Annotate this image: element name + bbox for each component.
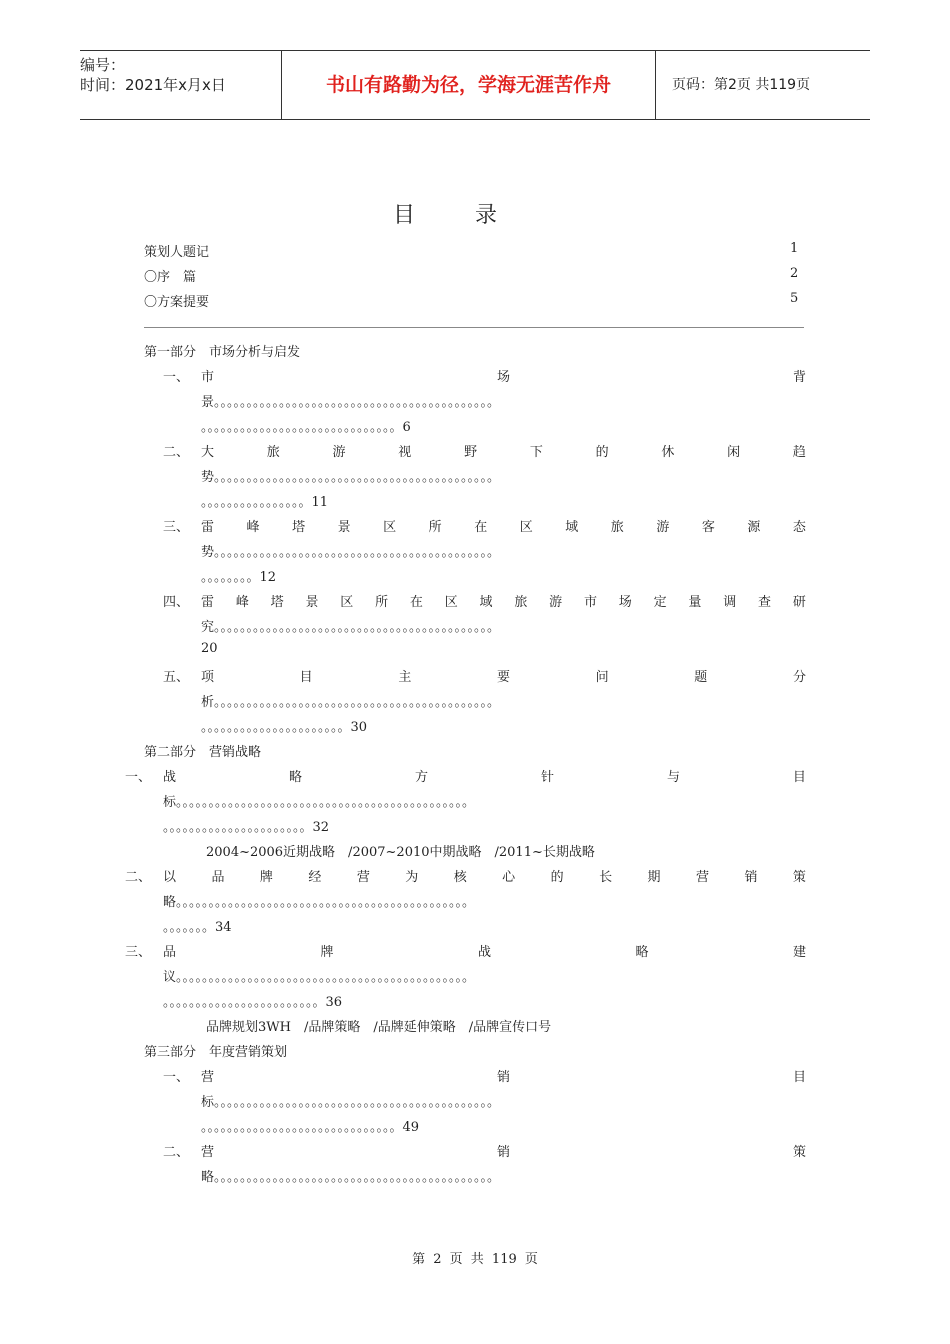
title-char: 心 (502, 870, 516, 885)
title-char: 为 (405, 870, 419, 885)
toc-item-leader: 析。。。。。。。。。。。。。。。。。。。。。。。。。。。。。。。。。。。。。。。。。。。 (201, 695, 501, 710)
toc-item-number: 二、 (163, 445, 190, 460)
title-char: 在 (409, 595, 423, 610)
title-char: 分 (792, 670, 806, 685)
title-char: 闲 (727, 445, 741, 460)
toc-item-leader-page: 。。。。。。。。。。。。。。。。11 (201, 495, 329, 510)
toc-item-title (201, 1141, 806, 1160)
toc-item-subtopics: 品牌规划3WH /品牌策略 /品牌延伸策略 /品牌宣传口号 (206, 1020, 552, 1035)
toc-title: 目录 (392, 203, 557, 228)
title-char: 目 (299, 670, 313, 685)
title-char: 峰 (246, 520, 260, 535)
title-char: 游 (656, 520, 670, 535)
title-char: 景 (337, 520, 351, 535)
toc-item-leader-page: 。。。。。。。。。。。。。。。。。。。。。。。。36 (163, 995, 343, 1010)
doc-time-label: 时间：2021年x月x日 (80, 76, 226, 94)
divider (144, 327, 804, 328)
title-char: 游 (332, 445, 346, 460)
toc-item-subtopics: 2004~2006近期战略 /2007~2010中期战略 /2011~长期战略 (206, 845, 595, 860)
title-char: 以 (163, 870, 177, 885)
toc-item-leader: 议。。。。。。。。。。。。。。。。。。。。。。。。。。。。。。。。。。。。。。。。。。。。。 (163, 970, 476, 985)
title-char: 牌 (320, 945, 334, 960)
title-char: 题 (694, 670, 708, 685)
title-char: 源 (747, 520, 761, 535)
page-footer: 第 2 页 共 119 页 (412, 1252, 538, 1267)
title-char: 方 (414, 770, 428, 785)
toc-entry-page: 1 (790, 241, 799, 256)
title-char: 战 (477, 945, 491, 960)
title-char: 在 (474, 520, 488, 535)
toc-item-leader: 势。。。。。。。。。。。。。。。。。。。。。。。。。。。。。。。。。。。。。。。。。。。 (201, 470, 501, 485)
title-char: 大 (201, 445, 215, 460)
title-char: 的 (550, 870, 564, 885)
title-char: 塔 (292, 520, 306, 535)
toc-item-title (163, 766, 806, 785)
title-char: 目 (792, 1070, 806, 1085)
title-char: 策 (792, 1145, 806, 1160)
title-char: 目 (792, 770, 806, 785)
title-char: 野 (464, 445, 478, 460)
toc-item-leader: 略。。。。。。。。。。。。。。。。。。。。。。。。。。。。。。。。。。。。。。。。。。。。。 (163, 895, 476, 910)
title-char: 雷 (201, 595, 215, 610)
header-motto: 书山有路勤为径，学海无涯苦作舟 (281, 51, 656, 119)
title-char: 市 (583, 595, 597, 610)
title-char: 休 (661, 445, 675, 460)
title-char: 营 (201, 1145, 215, 1160)
part-heading: 第三部分 年度营销策划 (144, 1045, 288, 1060)
title-char: 品 (163, 945, 177, 960)
header-page-label: 页码：第2页 共119页 (672, 77, 811, 93)
title-char: 视 (398, 445, 412, 460)
title-char: 下 (529, 445, 543, 460)
title-char: 建 (792, 945, 806, 960)
doc-code-label: 编号： (80, 56, 126, 74)
title-char: 期 (647, 870, 661, 885)
title-char: 调 (723, 595, 737, 610)
toc-item-title (201, 1066, 806, 1085)
title-char: 战 (163, 770, 177, 785)
toc-item-leader: 究。。。。。。。。。。。。。。。。。。。。。。。。。。。。。。。。。。。。。。。。。。。 (201, 620, 501, 635)
title-char: 营 (695, 870, 709, 885)
title-char: 长 (599, 870, 613, 885)
title-char: 要 (496, 670, 510, 685)
title-char: 趋 (792, 445, 806, 460)
toc-item-leader-page: 。。。。。。。。12 (201, 570, 277, 585)
toc-item-title (201, 516, 806, 535)
toc-item-title (201, 366, 806, 385)
title-char: 游 (549, 595, 563, 610)
toc-entry-page: 2 (790, 266, 799, 281)
toc-item-title (201, 666, 806, 685)
title-char: 景 (305, 595, 319, 610)
title-char: 查 (758, 595, 772, 610)
toc-entry-label: 〇序 篇 (144, 270, 197, 285)
toc-item-number: 五、 (163, 670, 190, 685)
toc-item-leader: 略。。。。。。。。。。。。。。。。。。。。。。。。。。。。。。。。。。。。。。。。。。。 (201, 1170, 501, 1185)
title-char: 主 (398, 670, 412, 685)
toc-item-leader-page: 。。。。。。。。。。。。。。。。。。。。。。。。。。。。。。49 (201, 1120, 420, 1135)
title-char: 区 (383, 520, 397, 535)
toc-item-leader-page: 。。。。。。。34 (163, 920, 232, 935)
toc-item-title (163, 941, 806, 960)
toc-item-number: 一、 (125, 770, 152, 785)
toc-item-title (201, 591, 806, 610)
title-char: 与 (666, 770, 680, 785)
title-char: 营 (201, 1070, 215, 1085)
title-char: 区 (519, 520, 533, 535)
title-char: 区 (340, 595, 354, 610)
title-char: 市 (201, 370, 215, 385)
toc-item-title (163, 866, 806, 885)
page-header (80, 50, 870, 120)
title-char: 定 (653, 595, 667, 610)
title-char: 销 (496, 1145, 510, 1160)
toc-item-title (201, 441, 806, 460)
title-char: 略 (635, 945, 649, 960)
title-char: 量 (688, 595, 702, 610)
title-char: 牌 (259, 870, 273, 885)
toc-item-number: 一、 (163, 370, 190, 385)
title-char: 背 (792, 370, 806, 385)
title-char: 问 (595, 670, 609, 685)
toc-item-number: 三、 (125, 945, 152, 960)
title-char: 的 (595, 445, 609, 460)
title-char: 研 (792, 595, 806, 610)
toc-item-number: 一、 (163, 1070, 190, 1085)
title-char: 客 (701, 520, 715, 535)
toc-item-leader-page: 。。。。。。。。。。。。。。。。。。。。。。。。。。。。。。6 (201, 420, 411, 435)
toc-item-leader-page: 。。。。。。。。。。。。。。。。。。。。。。30 (201, 720, 368, 735)
title-char: 塔 (270, 595, 284, 610)
toc-item-leader: 景。。。。。。。。。。。。。。。。。。。。。。。。。。。。。。。。。。。。。。。。。。。 (201, 395, 501, 410)
title-char: 态 (792, 520, 806, 535)
title-char: 雷 (201, 520, 215, 535)
title-char: 峰 (235, 595, 249, 610)
toc-item-leader: 标。。。。。。。。。。。。。。。。。。。。。。。。。。。。。。。。。。。。。。。。。。。。。 (163, 795, 476, 810)
title-char: 针 (540, 770, 554, 785)
toc-item-leader: 标。。。。。。。。。。。。。。。。。。。。。。。。。。。。。。。。。。。。。。。。。。。 (201, 1095, 501, 1110)
toc-item-number: 二、 (163, 1145, 190, 1160)
title-char: 营 (356, 870, 370, 885)
title-char: 场 (618, 595, 632, 610)
toc-item-number: 四、 (163, 595, 190, 610)
toc-item-number: 二、 (125, 870, 152, 885)
title-char: 品 (211, 870, 225, 885)
toc-item-number: 三、 (163, 520, 190, 535)
title-char: 所 (428, 520, 442, 535)
title-char: 旅 (610, 520, 624, 535)
title-char: 旅 (266, 445, 280, 460)
header-info (80, 51, 280, 123)
title-char: 域 (565, 520, 579, 535)
title-char: 所 (375, 595, 389, 610)
title-char: 销 (496, 1070, 510, 1085)
part-heading: 第一部分 市场分析与启发 (144, 345, 301, 360)
title-char: 核 (453, 870, 467, 885)
title-char: 销 (744, 870, 758, 885)
title-char: 区 (444, 595, 458, 610)
toc-item-leader: 势。。。。。。。。。。。。。。。。。。。。。。。。。。。。。。。。。。。。。。。。。。。 (201, 545, 501, 560)
title-char: 域 (479, 595, 493, 610)
toc-entry-label: 策划人题记 (144, 245, 210, 260)
title-char: 策 (792, 870, 806, 885)
title-char: 场 (496, 370, 510, 385)
toc-entry-page: 5 (790, 291, 799, 306)
title-char: 经 (308, 870, 322, 885)
title-char: 项 (201, 670, 215, 685)
toc-entry-label: 〇方案提要 (144, 295, 210, 310)
title-char: 略 (288, 770, 302, 785)
part-heading: 第二部分 营销战略 (144, 745, 262, 760)
toc-item-leader-page: 20 (201, 641, 218, 656)
title-char: 旅 (514, 595, 528, 610)
toc-item-leader-page: 。。。。。。。。。。。。。。。。。。。。。。32 (163, 820, 330, 835)
